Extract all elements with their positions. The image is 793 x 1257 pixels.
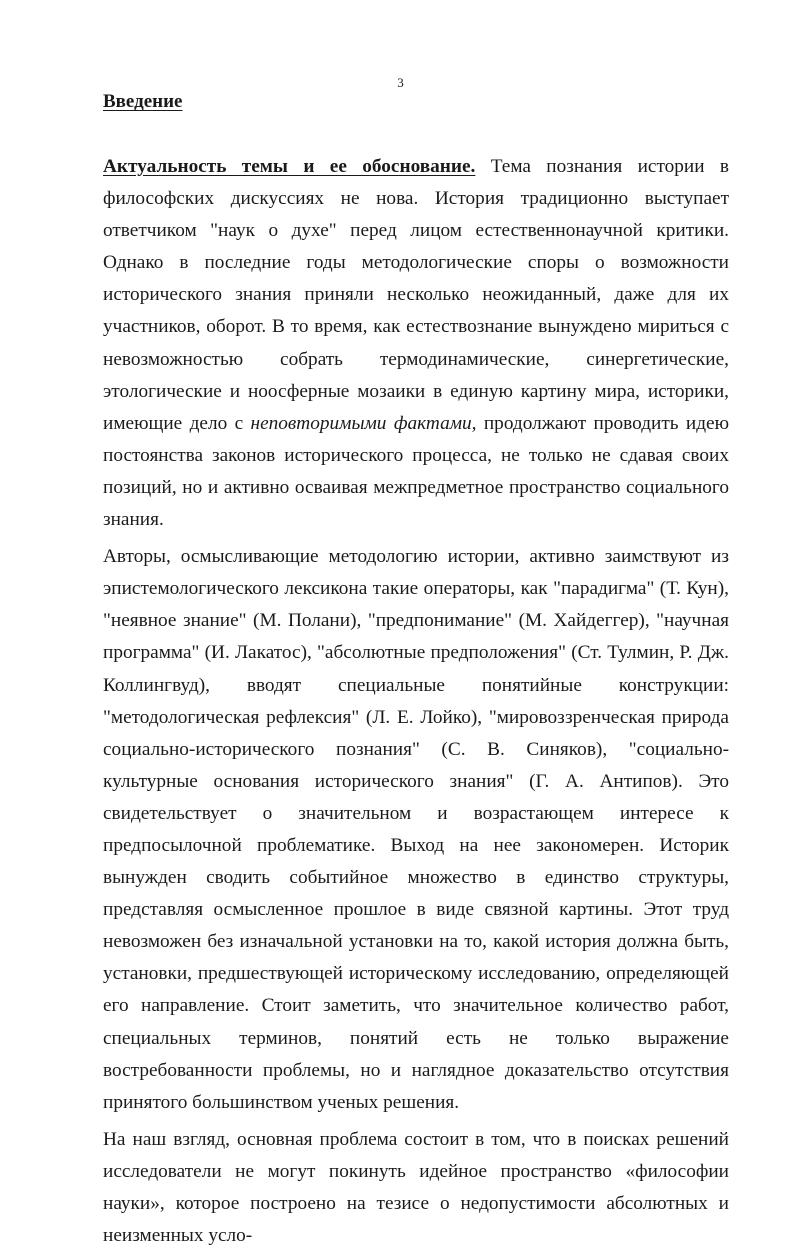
page-number: 3 xyxy=(397,75,404,90)
paragraph-emphasis: неповторимыми фактами, xyxy=(250,412,477,434)
paragraph-problem xyxy=(103,1124,729,1252)
paragraph-relevance xyxy=(103,151,729,536)
paragraph-text-part1: Тема познания истории в философских дискуссиях не нова. История традиционно выступает ответчиком "наук о духе" перед лицом естественнонаучной критики. Однако в последние годы методологические споры о возможности исторического знания приняли несколько неожиданный, даже для их участников, оборот. В то время, как естествознание вынуждено мириться с невозможностью собрать термодинамические, синергетические, этологические и ноосферные мозаики в единую картину мира, историки, имеющие дело с xyxy=(103,156,729,434)
paragraph-lead-in: Актуальность темы и ее обоснование. xyxy=(103,156,476,177)
paragraph-text: На наш взгляд, основная проблема состоит в том, что в поисках решений исследователи не могут покинуть идейное пространство «философии науки», которое построено на тезисе о недопустимости абсолютных и неизменных усло- xyxy=(103,1128,729,1247)
paragraph-text: Авторы, осмысливающие методологию истории, активно заимствуют из эпистемологического лексикона такие операторы, как "парадигма" (Т. Кун), "неявное знание" (М. Полани), "предпонимание" (М. Хайдеггер), "научная программа" (И. Лакатос), "абсолютные предположения" (Ст. Тулмин, Р. Дж. Коллингвуд), вводят специальные понятийные конструкции: "методологическая рефлексия" (Л. Е. Лойко), "мировоззренческая природа социально-исторического познания" (С. В. Синяков), "социально-культурные основания исторического знания" (Г. А. Антипов). Это свидетельствует о значительном и возрастающем интересе к предпосылочной проблематике. Выход на нее закономерен. Историк вынужден сводить событийное множество в единство структуры, представляя осмысленное прошлое в виде связной картины. Этот труд невозможен без изначальной установки на то, какой история должна быть, установки, предшествующей историческому исследованию, определяющей его направление. Стоит заметить, что значительное количество работ, специальных терминов, понятий есть не только выражение востребованности проблемы, но и наглядное доказательство отсутствия принятого большинством ученых решения. xyxy=(103,546,729,1113)
paragraph-authors xyxy=(103,541,729,1119)
section-title: Введение xyxy=(103,91,183,112)
body-text xyxy=(103,151,729,1257)
paragraph-text-part2: продолжают проводить идею постоянства законов исторического процесса, не только не сдавая своих позиций, но и активно осваивая межпредметное пространство социального знания. xyxy=(103,412,730,531)
